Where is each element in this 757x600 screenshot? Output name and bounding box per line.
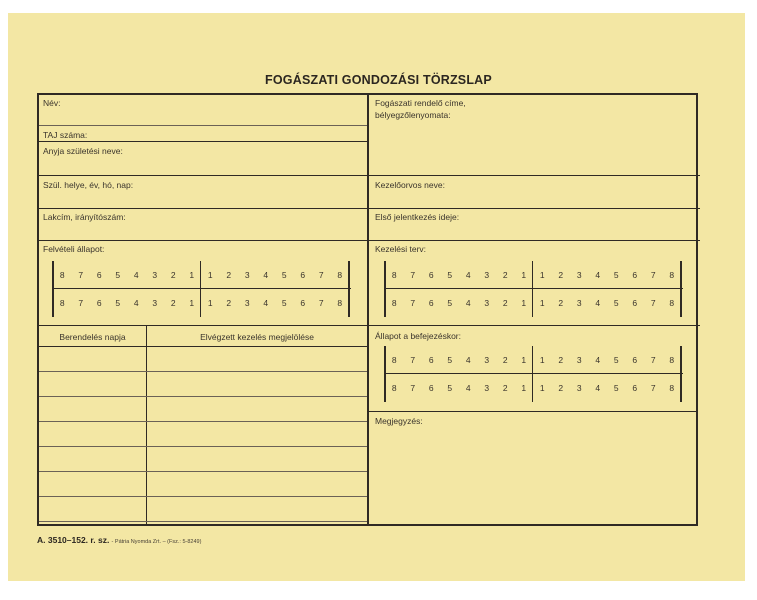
tooth-number: 8 xyxy=(391,269,397,280)
tooth-number: 1 xyxy=(521,269,527,280)
tooth-number: 2 xyxy=(226,297,232,308)
tooth-number: 1 xyxy=(189,269,195,280)
tooth-number: 6 xyxy=(632,297,638,308)
tooth-number: 8 xyxy=(337,297,343,308)
chart-center-line xyxy=(532,261,533,317)
center-divider xyxy=(367,95,369,524)
tooth-number: 1 xyxy=(521,382,527,393)
form-frame xyxy=(37,93,698,526)
tooth-number: 8 xyxy=(391,297,397,308)
clinic-address-label: Fogászati rendelő címe, xyxy=(375,98,466,108)
chart-edge xyxy=(384,261,386,317)
first-visit-label: Első jelentkezés ideje: xyxy=(375,212,460,222)
tooth-number: 2 xyxy=(170,297,176,308)
tooth-number: 7 xyxy=(650,297,656,308)
treatment-plan-label: Kezelési terv: xyxy=(375,244,427,254)
table-row-line xyxy=(39,446,367,447)
tooth-number: 6 xyxy=(632,269,638,280)
divider xyxy=(39,208,700,209)
divider xyxy=(39,325,700,326)
tooth-number: 6 xyxy=(428,354,434,365)
tooth-number: 5 xyxy=(447,382,453,393)
chart-midline xyxy=(53,288,351,289)
tooth-number: 8 xyxy=(669,382,675,393)
tooth-number: 7 xyxy=(318,297,324,308)
tooth-number: 6 xyxy=(428,382,434,393)
tooth-number: 8 xyxy=(59,297,65,308)
tooth-number: 7 xyxy=(78,297,84,308)
chart-edge xyxy=(52,261,54,317)
tooth-chart-plan xyxy=(385,261,683,317)
tooth-number: 1 xyxy=(539,297,545,308)
tooth-number: 4 xyxy=(465,269,471,280)
tooth-number: 7 xyxy=(650,354,656,365)
table-row-line xyxy=(39,496,367,497)
chart-center-line xyxy=(200,261,201,317)
tooth-number: 3 xyxy=(244,297,250,308)
tooth-number: 1 xyxy=(189,297,195,308)
tooth-number: 6 xyxy=(300,269,306,280)
publisher-info: - Pátria Nyomda Zrt. – (Fsz.: 5-8249) xyxy=(111,539,202,545)
tooth-number: 2 xyxy=(170,269,176,280)
tooth-number: 2 xyxy=(502,354,508,365)
tooth-number: 6 xyxy=(632,382,638,393)
tooth-number: 7 xyxy=(650,382,656,393)
tooth-number: 5 xyxy=(613,382,619,393)
name-label: Név: xyxy=(43,98,61,108)
tooth-number: 3 xyxy=(576,382,582,393)
tooth-number: 8 xyxy=(391,354,397,365)
doctor-label: Kezelőorvos neve: xyxy=(375,180,445,190)
tooth-chart-admission xyxy=(53,261,351,317)
tooth-number: 8 xyxy=(669,269,675,280)
tooth-number: 4 xyxy=(133,269,139,280)
tooth-number: 6 xyxy=(96,269,102,280)
tooth-number: 8 xyxy=(669,297,675,308)
tooth-number: 3 xyxy=(484,382,490,393)
mothers-name-label: Anyja születési neve: xyxy=(43,146,123,156)
tooth-number: 3 xyxy=(576,354,582,365)
table-row-line xyxy=(39,521,367,522)
form-code: A. 3510–152. r. sz. xyxy=(37,535,110,545)
tooth-number: 5 xyxy=(447,269,453,280)
tooth-number: 2 xyxy=(558,269,564,280)
tooth-number: 7 xyxy=(410,354,416,365)
admission-status-label: Felvételi állapot: xyxy=(43,244,105,254)
birth-label: Szül. helye, év, hó, nap: xyxy=(43,180,134,190)
tooth-number: 3 xyxy=(576,297,582,308)
taj-label: TAJ száma: xyxy=(43,130,88,140)
table-row-line xyxy=(39,421,367,422)
tooth-number: 8 xyxy=(337,269,343,280)
tooth-number: 7 xyxy=(410,269,416,280)
address-label: Lakcím, irányítószám: xyxy=(43,212,126,222)
tooth-number: 3 xyxy=(152,297,158,308)
chart-midline xyxy=(385,373,683,374)
chart-edge xyxy=(348,261,350,317)
tooth-number: 5 xyxy=(447,297,453,308)
tooth-number: 5 xyxy=(613,269,619,280)
tooth-number: 3 xyxy=(152,269,158,280)
chart-center-line xyxy=(532,346,533,402)
tooth-number: 3 xyxy=(484,269,490,280)
tooth-number: 1 xyxy=(539,382,545,393)
tooth-number: 5 xyxy=(115,269,121,280)
chart-edge xyxy=(680,261,682,317)
tooth-number: 1 xyxy=(207,297,213,308)
stamp-label: bélyegzőlenyomata: xyxy=(375,110,451,120)
tooth-number: 6 xyxy=(300,297,306,308)
tooth-number: 6 xyxy=(428,269,434,280)
tooth-number: 3 xyxy=(484,354,490,365)
tooth-number: 8 xyxy=(669,354,675,365)
tooth-chart-final xyxy=(385,346,683,402)
table-row-line xyxy=(39,371,367,372)
tooth-number: 7 xyxy=(650,269,656,280)
tooth-number: 3 xyxy=(576,269,582,280)
tooth-number: 5 xyxy=(281,269,287,280)
tooth-number: 3 xyxy=(244,269,250,280)
tooth-row xyxy=(385,289,683,316)
tooth-number: 4 xyxy=(595,297,601,308)
tooth-number: 5 xyxy=(281,297,287,308)
tooth-number: 4 xyxy=(595,382,601,393)
tooth-row xyxy=(385,261,683,288)
tooth-row xyxy=(53,261,351,288)
table-divider xyxy=(146,325,147,524)
tooth-number: 1 xyxy=(521,297,527,308)
tooth-number: 1 xyxy=(539,354,545,365)
table-header-line xyxy=(39,346,367,347)
tooth-number: 5 xyxy=(613,297,619,308)
tooth-number: 8 xyxy=(391,382,397,393)
tooth-row xyxy=(385,346,683,373)
tooth-number: 6 xyxy=(96,297,102,308)
treatment-header: Elvégzett kezelés megjelölése xyxy=(200,332,314,342)
tooth-number: 7 xyxy=(78,269,84,280)
tooth-number: 7 xyxy=(318,269,324,280)
tooth-number: 8 xyxy=(59,269,65,280)
tooth-number: 4 xyxy=(263,269,269,280)
tooth-number: 2 xyxy=(226,269,232,280)
tooth-number: 2 xyxy=(502,269,508,280)
form-footer xyxy=(37,535,201,545)
tooth-number: 4 xyxy=(595,269,601,280)
divider xyxy=(369,411,698,412)
tooth-number: 4 xyxy=(595,354,601,365)
tooth-number: 4 xyxy=(263,297,269,308)
tooth-number: 2 xyxy=(558,297,564,308)
table-row-line xyxy=(39,471,367,472)
tooth-number: 5 xyxy=(115,297,121,308)
chart-midline xyxy=(385,288,683,289)
tooth-number: 1 xyxy=(539,269,545,280)
tooth-number: 4 xyxy=(465,297,471,308)
tooth-number: 2 xyxy=(502,382,508,393)
order-date-header: Berendelés napja xyxy=(59,332,126,342)
chart-edge xyxy=(384,346,386,402)
tooth-number: 4 xyxy=(133,297,139,308)
tooth-number: 5 xyxy=(447,354,453,365)
tooth-row xyxy=(385,374,683,401)
tooth-number: 4 xyxy=(465,354,471,365)
divider xyxy=(39,175,700,176)
tooth-number: 2 xyxy=(558,354,564,365)
tooth-number: 2 xyxy=(502,297,508,308)
form-title: FOGÁSZATI GONDOZÁSI TÖRZSLAP xyxy=(265,73,492,87)
chart-edge xyxy=(680,346,682,402)
divider xyxy=(39,240,700,241)
tooth-number: 2 xyxy=(558,382,564,393)
tooth-number: 7 xyxy=(410,297,416,308)
tooth-number: 6 xyxy=(632,354,638,365)
tooth-number: 3 xyxy=(484,297,490,308)
divider xyxy=(39,141,367,142)
tooth-number: 5 xyxy=(613,354,619,365)
tooth-row xyxy=(53,289,351,316)
tooth-number: 1 xyxy=(207,269,213,280)
tooth-number: 4 xyxy=(465,382,471,393)
table-row-line xyxy=(39,396,367,397)
tooth-number: 7 xyxy=(410,382,416,393)
tooth-number: 6 xyxy=(428,297,434,308)
notes-label: Megjegyzés: xyxy=(375,416,423,426)
tooth-number: 1 xyxy=(521,354,527,365)
divider xyxy=(39,125,367,126)
final-status-label: Állapot a befejezéskor: xyxy=(375,331,461,341)
